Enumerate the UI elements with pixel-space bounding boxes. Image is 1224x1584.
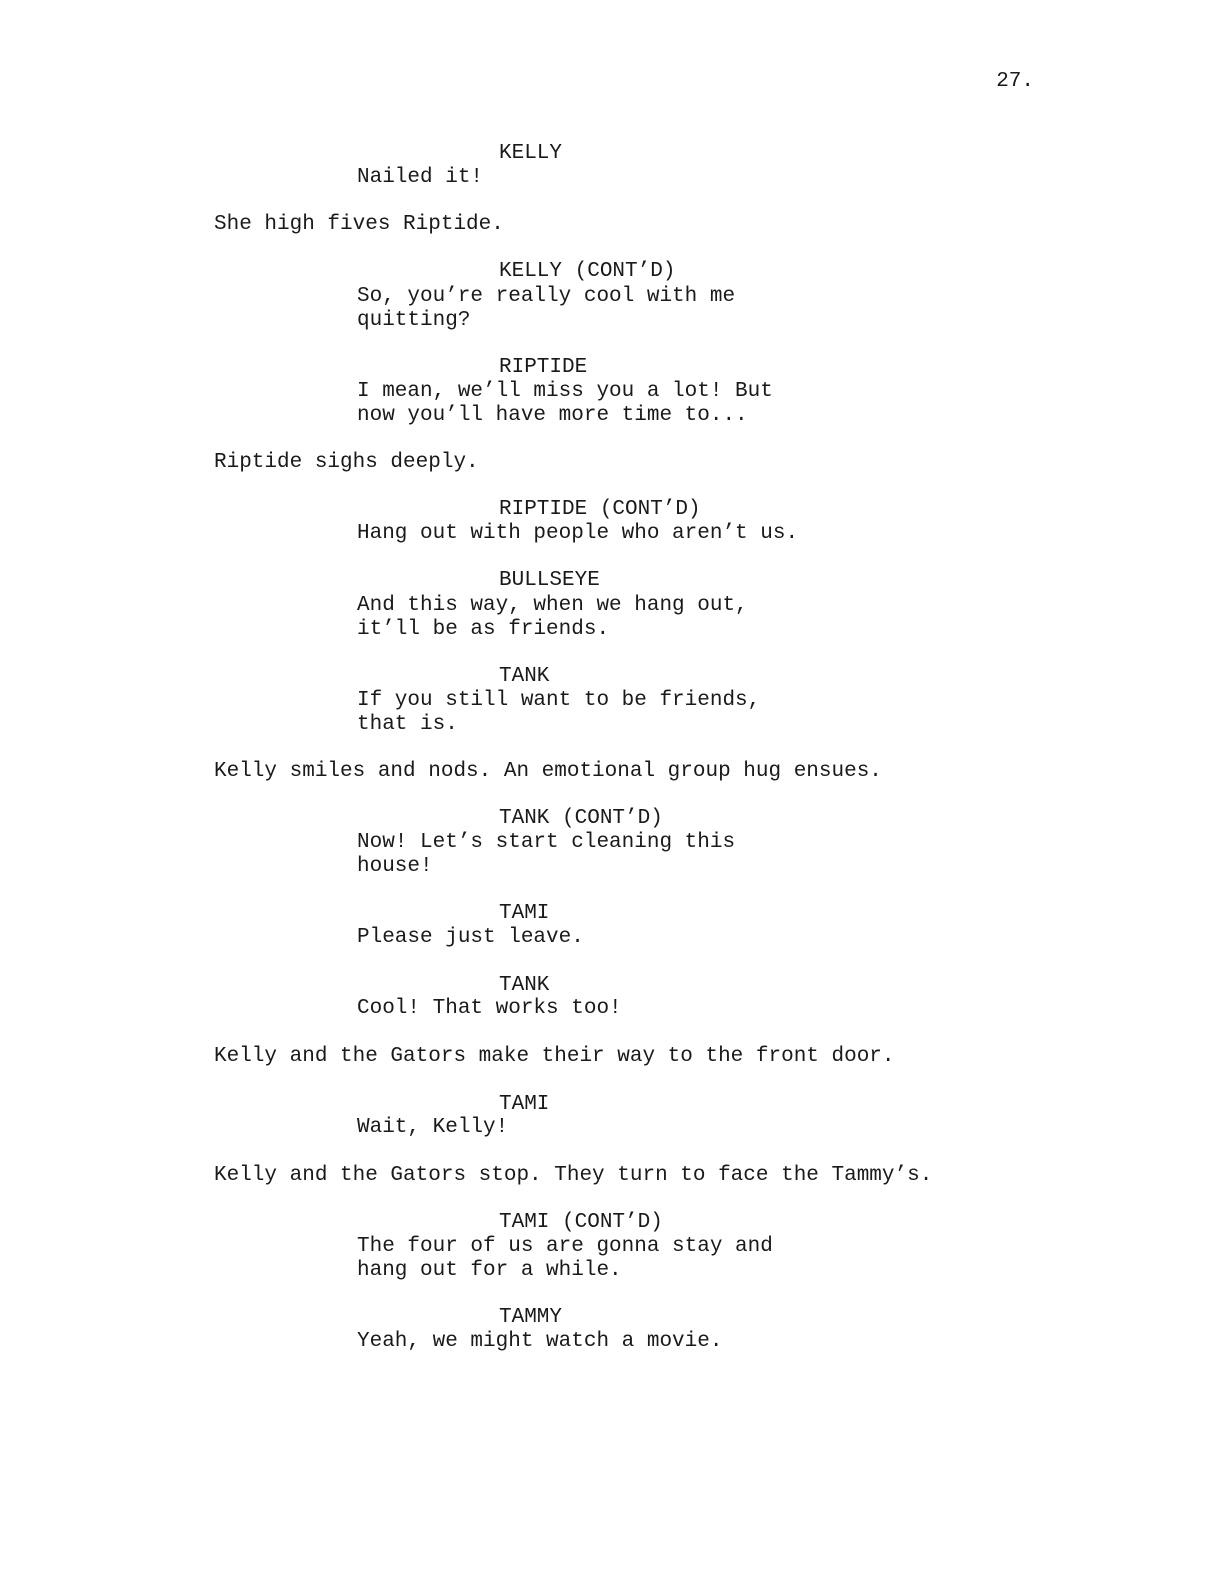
dialogue-line: Nailed it! — [357, 166, 484, 189]
character-cue: TAMI — [499, 902, 550, 925]
character-cue: RIPTIDE (CONT’D) — [499, 498, 701, 521]
action-line: Kelly and the Gators stop. They turn to face the Tammy’s. — [214, 1164, 933, 1187]
dialogue-line: Cool! That works too! — [357, 997, 622, 1020]
dialogue-line: And this way, when we hang out, — [357, 594, 748, 617]
dialogue-line: house! — [357, 855, 433, 878]
action-line: She high fives Riptide. — [214, 213, 504, 236]
action-line: Riptide sighs deeply. — [214, 451, 479, 474]
action-line: Kelly and the Gators make their way to the front door. — [214, 1045, 895, 1068]
dialogue-line: now you’ll have more time to... — [357, 404, 748, 427]
character-cue: KELLY (CONT’D) — [499, 260, 676, 283]
character-cue: TANK (CONT’D) — [499, 807, 663, 830]
action-line: Kelly smiles and nods. An emotional group hug ensues. — [214, 760, 882, 783]
page-number: 27. — [996, 70, 1034, 93]
character-cue: BULLSEYE — [499, 569, 600, 592]
dialogue-line: Hang out with people who aren’t us. — [357, 522, 799, 545]
character-cue: TAMI — [499, 1093, 550, 1116]
dialogue-line: The four of us are gonna stay and — [357, 1235, 773, 1258]
dialogue-line: Yeah, we might watch a movie. — [357, 1330, 723, 1353]
dialogue-line: Now! Let’s start cleaning this — [357, 831, 736, 854]
character-cue: KELLY — [499, 142, 563, 165]
dialogue-line: I mean, we’ll miss you a lot! But — [357, 380, 773, 403]
character-cue: TAMMY — [499, 1306, 563, 1329]
character-cue: TANK — [499, 974, 550, 997]
dialogue-line: hang out for a while. — [357, 1259, 622, 1282]
character-cue: RIPTIDE — [499, 356, 588, 379]
dialogue-line: If you still want to be friends, — [357, 689, 761, 712]
character-cue: TANK — [499, 665, 550, 688]
dialogue-line: Please just leave. — [357, 926, 584, 949]
dialogue-line: it’ll be as friends. — [357, 618, 610, 641]
dialogue-line: that is. — [357, 713, 458, 736]
dialogue-line: So, you’re really cool with me — [357, 285, 736, 308]
dialogue-line: quitting? — [357, 309, 471, 332]
character-cue: TAMI (CONT’D) — [499, 1211, 663, 1234]
dialogue-line: Wait, Kelly! — [357, 1116, 509, 1139]
